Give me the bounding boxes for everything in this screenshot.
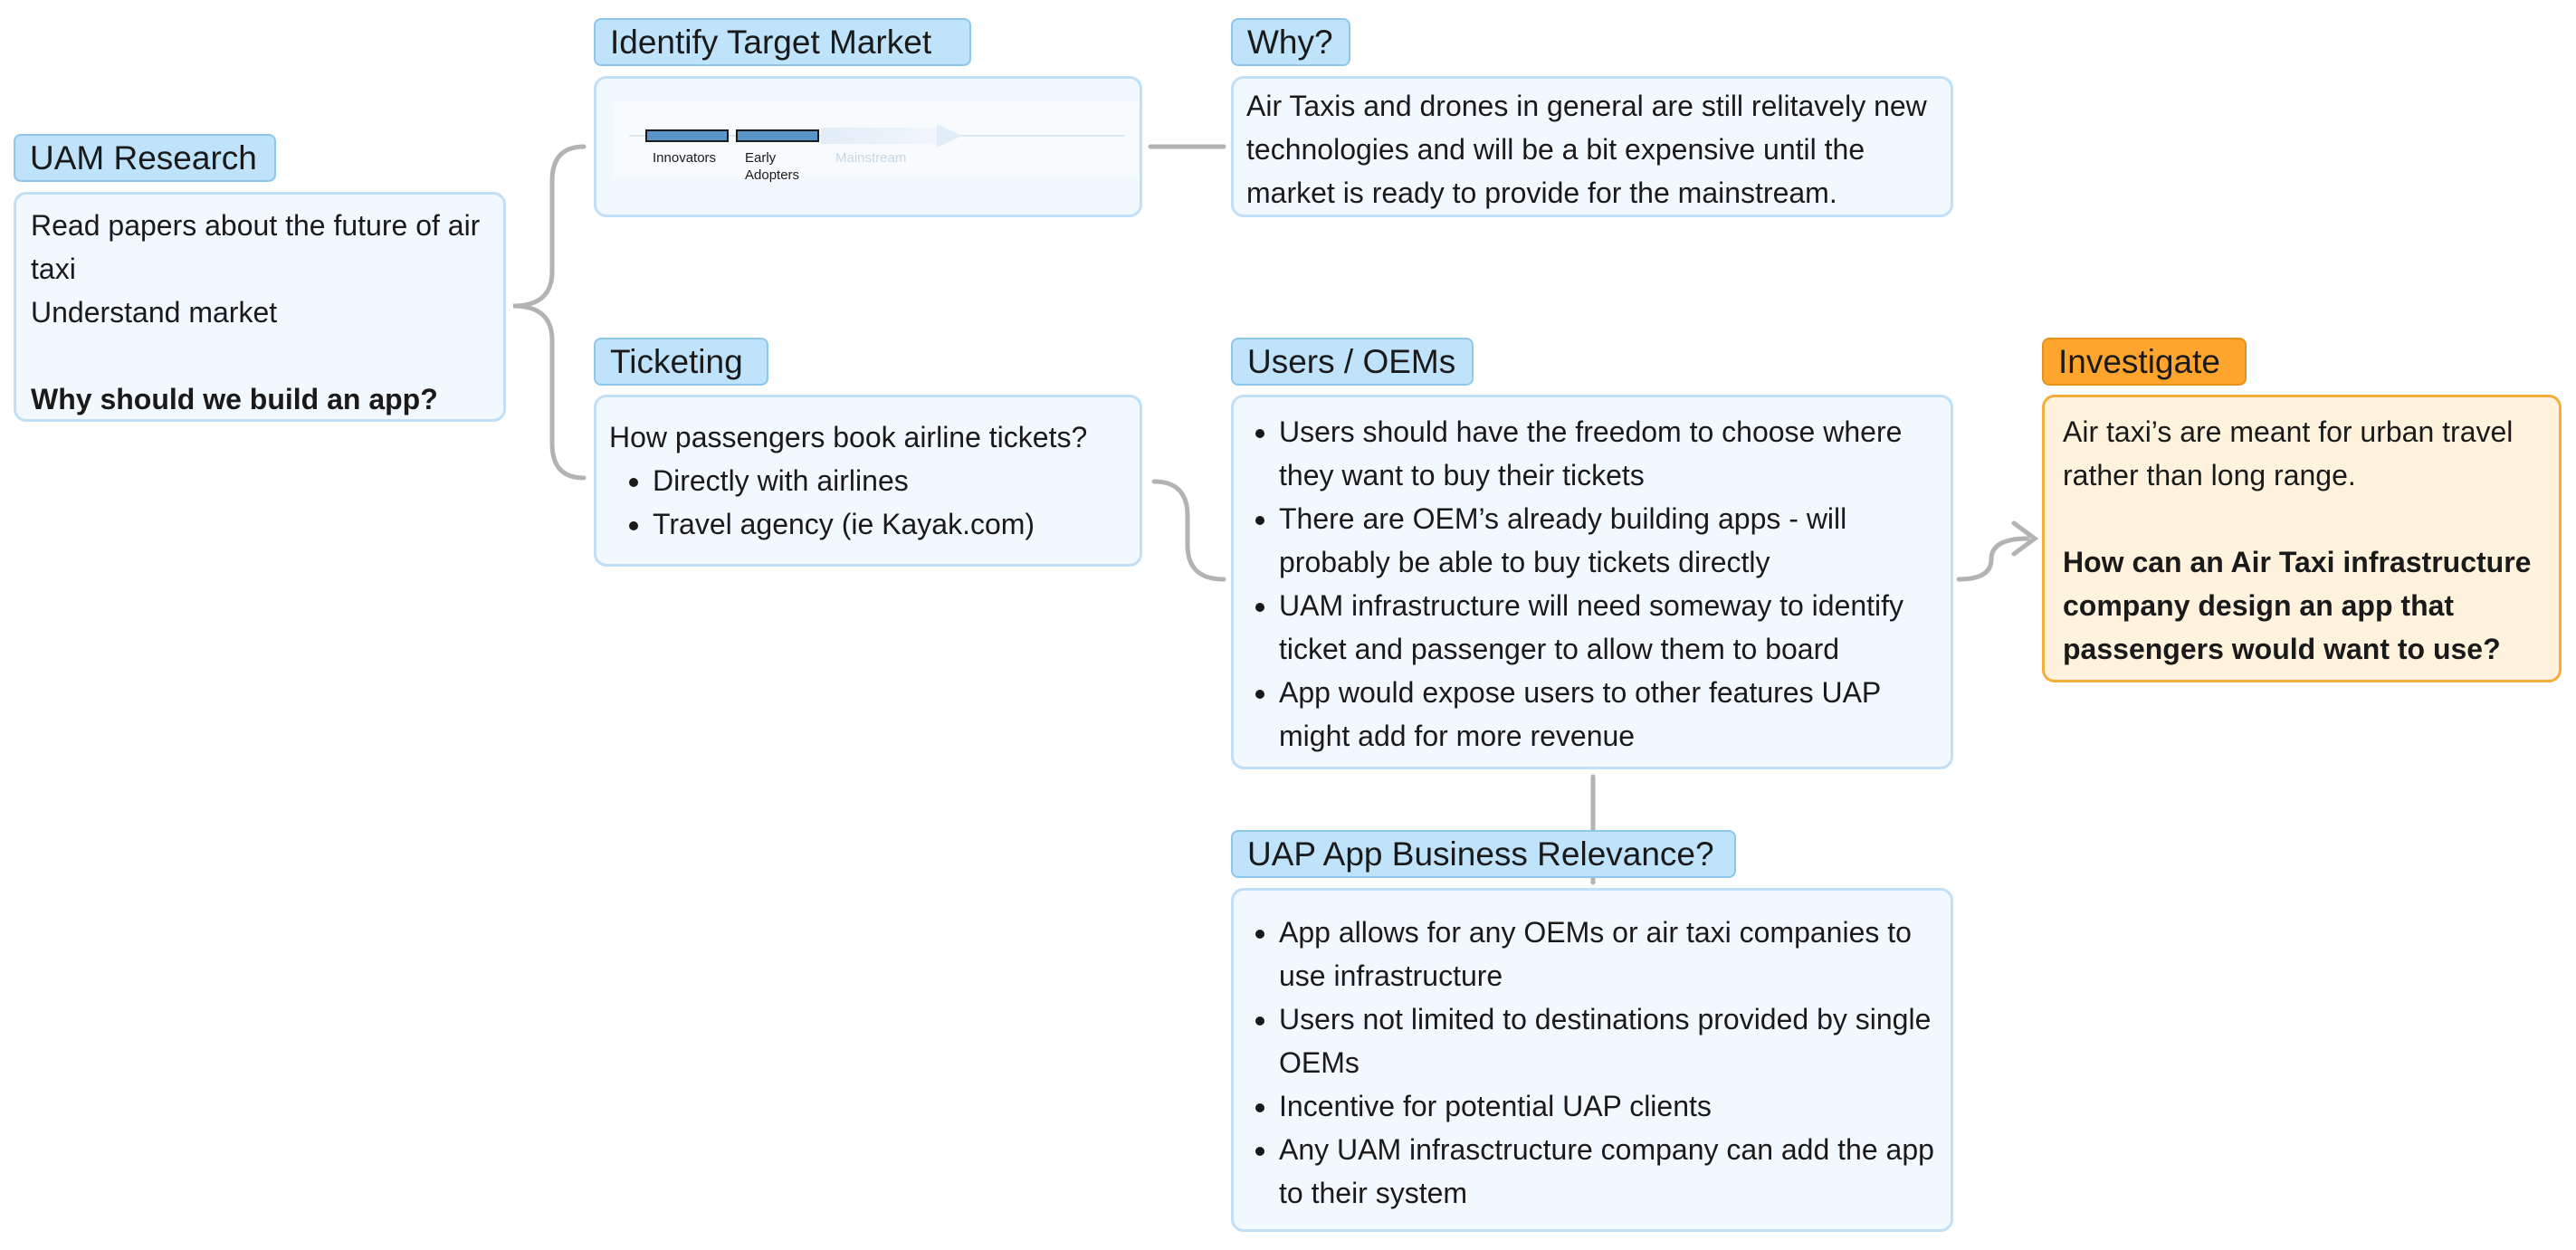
node-title-investigate[interactable]: Investigate <box>2042 338 2247 386</box>
node-users-oems[interactable] <box>1231 395 1953 769</box>
node-investigate[interactable] <box>2042 395 2562 682</box>
users-oems-bullet: • UAM infrastructure will need someway to identify ticket and passenger to allow them to board <box>1279 584 1942 671</box>
node-title-uam-research[interactable]: UAM Research <box>14 134 276 182</box>
adoption-arrow-shaft <box>821 128 939 144</box>
innovators-segment <box>645 129 729 142</box>
connector-users-investigate <box>1959 539 2027 579</box>
early-adopters-segment <box>736 129 819 142</box>
node-title-uap-business-relevance[interactable]: UAP App Business Relevance? <box>1231 830 1736 878</box>
uap-business-bullet: • Users not limited to destinations provided by single OEMs <box>1279 997 1942 1084</box>
uap-business-bullet: • Any UAM infrasctructure company can add the app to their system <box>1279 1128 1942 1215</box>
spacer <box>2063 497 2541 540</box>
uap-business-bullet: • Incentive for potential UAP clients <box>1279 1084 1942 1128</box>
mainstream-label: Mainstream <box>835 150 907 166</box>
why-body: Air Taxis and drones in general are still relitavely new technologies and will be a bit expensive until the market is ready to provide for the mainstream. <box>1246 90 1927 209</box>
adoption-arrow-icon <box>937 124 962 148</box>
node-title-users-oems[interactable]: Users / OEMs <box>1231 338 1474 386</box>
node-why[interactable] <box>1231 76 1953 217</box>
node-uap-business-relevance[interactable] <box>1231 888 1953 1232</box>
investigate-intro: Air taxi’s are meant for urban travel rather than long range. <box>2063 415 2514 491</box>
ticketing-bullet: • Directly with airlines <box>653 459 1127 502</box>
users-oems-list <box>1234 410 1942 758</box>
node-uam-research[interactable] <box>14 192 506 422</box>
connector-ticketing-users <box>1154 482 1224 579</box>
spacer <box>31 334 489 377</box>
uap-business-bullet: • App allows for any OEMs or air taxi companies to use infrastructure <box>1279 911 1942 997</box>
ticketing-list <box>609 459 1127 546</box>
adoption-curve-image <box>613 102 1138 183</box>
node-identify-target-market[interactable] <box>594 76 1142 217</box>
users-oems-bullet: • Users should have the freedom to choose where they want to buy their tickets <box>1279 410 1942 497</box>
users-oems-bullet: • App would expose users to other features UAP might add for more revenue <box>1279 671 1942 758</box>
brace-connector <box>513 147 584 478</box>
innovators-label: Innovators <box>653 150 717 166</box>
node-title-why[interactable]: Why? <box>1231 18 1350 66</box>
uam-research-line-1: Read papers about the future of air taxi <box>31 209 481 285</box>
ticketing-bullet: • Travel agency (ie Kayak.com) <box>653 502 1127 546</box>
early-adopters-label: Early Adopters <box>745 150 800 183</box>
uap-business-list <box>1234 911 1942 1215</box>
ticketing-intro: How passengers book airline tickets? <box>609 421 1088 453</box>
uam-research-line-2: Understand market <box>31 296 278 329</box>
users-oems-bullet: • There are OEM’s already building apps - will probably be able to buy tickets directly <box>1279 497 1942 584</box>
uam-research-question: Why should we build an app? <box>31 383 438 415</box>
node-title-ticketing[interactable]: Ticketing <box>594 338 768 386</box>
node-ticketing[interactable] <box>594 395 1142 567</box>
investigate-question: How can an Air Taxi infrastructure company design an app that passengers would want to use? <box>2063 546 2532 665</box>
node-title-identify-target-market[interactable]: Identify Target Market <box>594 18 971 66</box>
